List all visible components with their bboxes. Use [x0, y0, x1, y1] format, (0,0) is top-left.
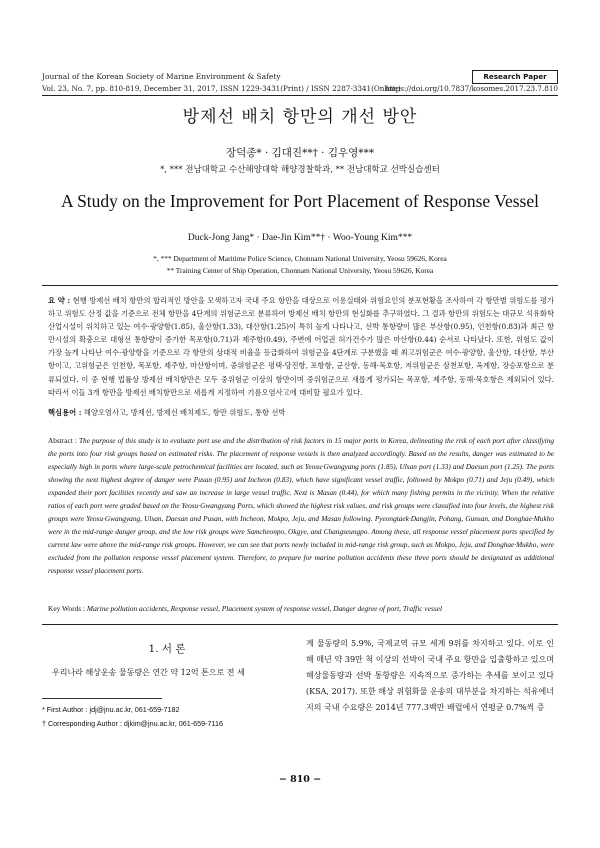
abstract-korean [48, 294, 554, 399]
keywords-english-text: Marine pollution accidents, Response vessel, Placement system of response vessel, Danger degree of port, Traffic vessel [86, 604, 443, 613]
affiliation-korean: *, *** 전남대학교 수산해양대학 해양경찰학과, ** 전남대학교 선박실습센터 [160, 165, 440, 175]
footnote-first-author: * First Author : jdj@jnu.ac.kr, 061-659-7182 [42, 705, 180, 714]
footnote-corresponding-author: † Corresponding Author : djkim@jnu.ac.kr, 061-659-7116 [42, 719, 223, 728]
doi-link[interactable]: https://doi.org/10.7837/kosomes.2017.23.7.810 [385, 84, 558, 93]
journal-name: Journal of the Korean Society of Marine Environment & Safety [42, 72, 281, 81]
abstract-bottom-rule [42, 624, 558, 625]
abstract-english [48, 434, 554, 578]
abstract-english-text: The purpose of this study is to evaluate port use and the distribution of risk factors in 15 major ports in Korea, delineating the risk of each port after classifying the ports into four risk groups based on estimated risks. The placement of response vessels is then analyzed accordingly. Based on the results, danger was estimated to be especially high in ports where large-scale petrochemical facilities are located, such as Yeosu·Gwangyang ports (1.85), Ulsan port (1.33) and Daesan port (1.25). The ports showing the next highest degree of danger were Pusan (0.95) and Incheon (0.83), which have significant vessel traffic, followed by Mokpo (0.71) and Jeju (0.49), which expanded their port facilities recently and saw an increase in large vessel traffic. Next is Masan (0.44), for which many fishing permits in the vicinity. When the relative ratios of each port were graded based on the Yeosu·Gwangyang Ports, which showed the highest risk values, and risk groups were classified into four levels, the highest risk groups were Yeosu·Gwangyang, Ulsan, Daesan and Pusan, with Incheon, Mokpo, Jeju, and Masan following. Pyeongtaek·Dangjin, Pohang, Gunsan, and Donghae·Mukho were in the mid-range danger group, and the low risk groups were Samcheonpo, Okgye, and Changseungpo. Among these, all response vessel placement ports specified by current law were above the mid-range risk groups. However, we can see that ports newly included in mid-range risk group, such as Mokpo, Jeju, and Donghae·Mukho, were excluded from the pollution response vessel placement system. Therefore, to prepare for marine pollution accidents these three ports should be designated as additional response vessel placement ports. [48, 436, 555, 576]
article-type-badge: Research Paper [472, 70, 558, 84]
affiliation-english-1: *, *** Department of Maritime Police Science, Chonnam National University, Yeosu 59626, Korea [153, 254, 447, 263]
section-heading-introduction: 1. 서 론 [148, 643, 186, 655]
keywords-english [48, 604, 554, 613]
abstract-korean-text: 현행 방제선 배치 항만의 합리적인 방안을 모색하고자 국내 주요 항만을 대상으로 이용실태와 위험요인의 분포현황을 조사하여 각 항만별 위험도를 평가하고 위험도 산정 값을 기준으로 전체 항만을 4단계의 위험군으로 분류하여 방제선 배치 항만의 현실화를 추구하였다. 그 결과 항만의 위험도는 대규모 석유화학 산업시설이 위치하고 있는 여수·광양항(1.85), 울산항(1.33), 대산항(1.25)이 특히 높게 나타나고, 선박 통항량이 많은 부산항(0.95), 인천항(0.83)과 최근 항만시설의 확충으로 대형선 통항량이 증가한 목포항(0.71)과 제주항(0.49), 주변에 어업권 허가건수가 많은 마산항(0.44) 순서로 나타났다. 또한, 위험도 값이 가장 높게 나타난 여수·광양항을 기준으로 각 항만의 상대적 비율을 등급화하여 위험군을 4단계로 구분했을 때 최고위험군은 여수·광양항, 울산항, 대산항, 부산항이고, 고위험군은 인천항, 목포항, 제주항, 마산항이며, 중위험군은 평택·당진항, 포항항, 군산항, 동해·묵호항, 저위험군은 삼천포항, 옥계항, 장승포항으로 분류되었다. 이 중 현행 법률상 방제선 배치항만은 모두 중위험군 이상의 항만이며 중위험군으로 새롭게 평가되는 목포항, 제주항, 동해·묵호항은 제외되어 있다. 따라서 이들 3개 항만을 방제선 배치항만으로 새롭게 지정하여 기름오염사고에 대비할 필요가 있다. [48, 296, 554, 397]
introduction-left-column: 우리나라 해상운송 물동량은 연간 약 12억 톤으로 전 세 [52, 668, 245, 677]
abstract-top-rule [42, 285, 558, 286]
introduction-right-column: 계 물동량의 5.9%, 국제교역 규모 세계 9위를 차지하고 있다. 이로 인해 매년 약 39만 척 이상의 선박이 국내 주요 항만을 입출항하고 있으며 해상물동량과 선박 통항량은 지속적으로 증가하는 추세를 보이고 있다(KSA, 2017). 또한 해상 위험화물 운송의 대부분을 차지하는 석유에너지의 국내 수요량은 2014년 777.3백만 배럴에서 연평균 0.7%씩 증 [306, 639, 554, 713]
page-number: − 810 − [278, 774, 322, 785]
footnote-rule [42, 698, 162, 699]
abstract-english-label: Abstract : [48, 436, 77, 445]
header-rule [42, 95, 558, 96]
authors-english: Duck-Jong Jang* · Dae-Jin Kim**† · Woo-Young Kim*** [187, 233, 413, 243]
affiliation-english-2: ** Training Center of Ship Operation, Chonnam National University, Yeosu 59626, Korea [166, 266, 434, 275]
title-english: A Study on the Improvement for Port Placement of Response Vessel [61, 191, 539, 211]
keywords-korean-label: 핵심용어 : [48, 408, 82, 417]
keywords-korean-text: 해양오염사고, 방제선, 방제선 배치제도, 항만 위험도, 통항 선박 [83, 408, 286, 417]
keywords-korean [48, 408, 554, 418]
title-korean: 방제선 배치 항만의 개선 방안 [182, 107, 418, 127]
volume-line: Vol. 23, No. 7, pp. 810-819, December 31, 2017, ISSN 1229-3431(Print) / ISSN 2287-3341(Online) [42, 84, 401, 93]
authors-korean: 장덕종* · 김대진**† · 김우영*** [225, 147, 375, 159]
keywords-english-label: Key Words : [48, 604, 86, 613]
abstract-korean-label: 요 약 : [48, 296, 71, 305]
